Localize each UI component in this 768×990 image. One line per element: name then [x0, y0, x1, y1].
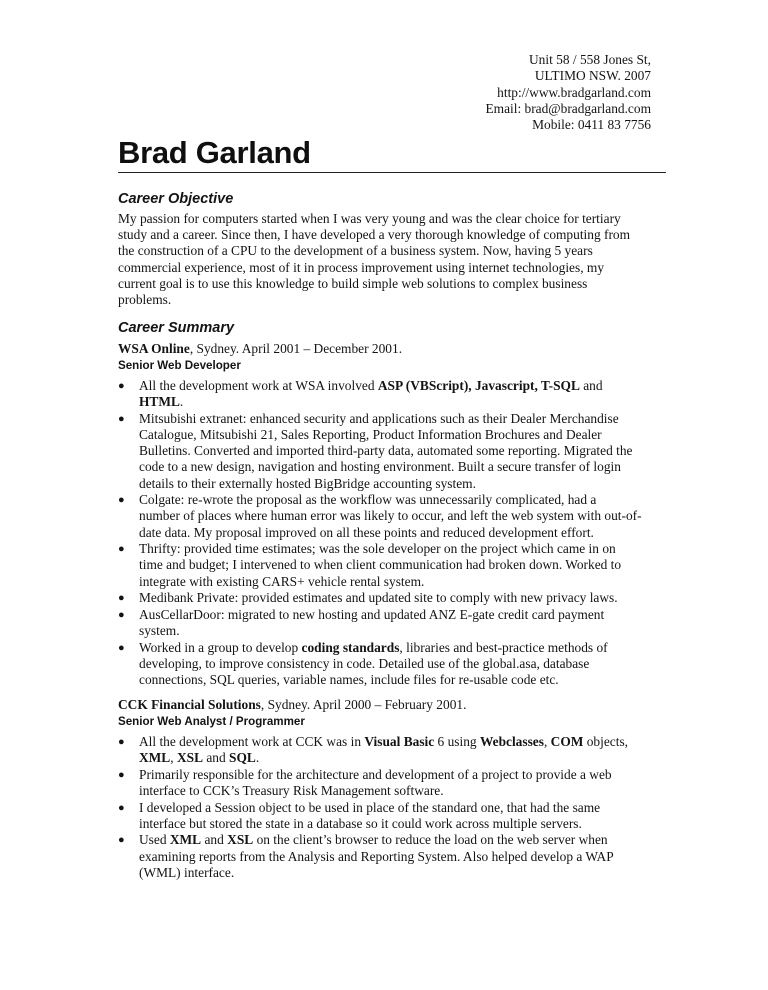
job-company-line — [118, 341, 402, 357]
text-run: Used — [139, 832, 170, 848]
bullet-icon: ● — [118, 768, 125, 781]
text-run: 6 using — [434, 734, 480, 749]
bullet-line — [139, 427, 666, 443]
text-run: interface but stored the state in a database so it could work across multiple servers. — [139, 815, 582, 831]
address-line-1: Unit 58 / 558 Jones St, — [528, 52, 651, 67]
bullet-line — [139, 865, 666, 881]
job-details: , Sydney. April 2001 – December 2001. — [189, 341, 403, 356]
objective-line: problems. — [118, 292, 172, 308]
bullet-line — [139, 492, 666, 508]
text-run: Primarily responsible for the architecture and development of a project to provide a web — [139, 766, 612, 782]
bullet-icon: ● — [118, 801, 125, 814]
bullet-line — [139, 672, 666, 688]
job-role: Senior Web Developer — [118, 359, 241, 372]
list-item — [118, 607, 666, 639]
contact-block — [485, 52, 651, 133]
bullet-line — [139, 378, 666, 394]
company-name: CCK Financial Solutions — [118, 697, 261, 712]
bold-text: ASP (VBScript), Javascript, T-SQL — [377, 378, 580, 393]
bullet-icon: ● — [118, 608, 125, 621]
text-run: on the client’s browser to reduce the load on the web server when — [253, 832, 608, 848]
text-run: Worked in a group to develop — [139, 639, 302, 655]
text-run: I developed a Session object to be used in place of the standard one, that had the same — [139, 799, 601, 815]
objective-line: commercial experience, most of it in process improvement using internet technologies, my — [118, 259, 605, 275]
bullet-line — [139, 574, 666, 590]
text-run: code to a new design, navigation and hosting environment. Built a secure transfer of login — [139, 459, 621, 475]
bold-text: Visual Basic — [364, 734, 435, 749]
list-item — [118, 800, 666, 832]
text-run: Medibank Private: provided estimates and updated site to comply with new privacy laws. — [139, 590, 618, 606]
company-name: WSA Online — [118, 341, 190, 356]
text-run: (WML) interface. — [139, 864, 235, 880]
text-run: integrate with existing CARS+ vehicle rental system. — [139, 573, 425, 589]
text-run: Bulletins. Converted and imported third-party data, automated some reporting. Migrated the — [139, 443, 633, 459]
text-run: objects, — [583, 734, 629, 749]
bullet-line — [139, 607, 666, 623]
resume-name: Brad Garland — [118, 135, 311, 170]
bullet-line — [139, 800, 666, 816]
bullet-icon: ● — [118, 736, 125, 748]
text-run: AusCellarDoor: migrated to new hosting and updated ANZ E-gate credit card payment — [139, 606, 605, 622]
bullet-icon: ● — [118, 543, 125, 556]
bullet-icon: ● — [118, 380, 125, 392]
job-role: Senior Web Analyst / Programmer — [118, 715, 305, 728]
list-item — [118, 590, 666, 606]
email-link[interactable]: Email: brad@bradgarland.com — [485, 100, 651, 116]
bullet-icon: ● — [118, 641, 125, 654]
bullet-line — [139, 459, 666, 475]
job-details: , Sydney. April 2000 – February 2001. — [260, 697, 467, 712]
text-run: . — [179, 394, 184, 410]
bullet-line — [139, 394, 666, 410]
bullet-line — [139, 734, 666, 750]
list-item — [118, 640, 666, 689]
bullet-line — [139, 750, 666, 766]
bold-text: XML — [169, 832, 202, 848]
text-run: All the development work at CCK was in — [139, 734, 365, 749]
bold-text: XSL — [227, 832, 254, 848]
job-bullets — [118, 734, 666, 881]
bold-text: XML — [139, 750, 171, 766]
list-item — [118, 378, 666, 410]
text-run: developing, to improve consistency in code. Detailed use of the global.asa, database — [139, 655, 590, 671]
bullet-line — [139, 590, 666, 606]
career-objective-heading: Career Objective — [118, 191, 234, 207]
text-run: , — [543, 734, 551, 749]
bullet-line — [139, 816, 666, 832]
bullet-icon: ● — [118, 834, 125, 847]
text-run: connections, SQL queries, variable names, include files for re-usable code etc. — [139, 672, 559, 687]
text-run: number of places where human error was likely to occur, and left the web system with out-of- — [139, 508, 642, 524]
name-divider — [118, 172, 666, 173]
bullet-line — [139, 656, 666, 672]
text-run: system. — [139, 623, 180, 638]
list-item — [118, 734, 666, 766]
text-run: details to their externally hosted BigBridge accounting system. — [139, 475, 476, 491]
job-company-line — [118, 697, 466, 713]
bullet-line — [139, 525, 666, 541]
bullet-icon: ● — [118, 412, 125, 425]
list-item — [118, 832, 666, 881]
list-item — [118, 541, 666, 590]
bullet-line — [139, 411, 666, 427]
bullet-line — [139, 849, 666, 865]
bold-text: SQL — [229, 750, 256, 766]
objective-line: My passion for computers started when I was very young and was the clear choice for tertiary — [118, 211, 621, 226]
website-link[interactable]: http://www.bradgarland.com — [497, 84, 651, 100]
list-item — [118, 767, 666, 799]
mobile-number: Mobile: 0411 83 7756 — [532, 117, 651, 133]
bullet-line — [139, 640, 666, 656]
objective-line: study and a career. Since then, I have developed a very thorough knowledge of computing from — [118, 227, 631, 243]
bullet-line — [139, 783, 666, 799]
text-run: and — [203, 750, 230, 766]
bullet-line — [139, 623, 666, 639]
bullet-line — [139, 476, 666, 492]
text-run: , — [170, 750, 177, 766]
text-run: and — [201, 832, 228, 848]
text-run: . — [255, 750, 260, 766]
bold-text: coding standards — [301, 639, 400, 655]
bullet-icon: ● — [118, 592, 125, 605]
objective-line: current goal is to use this knowledge to build simple web solutions to complex business — [118, 275, 588, 291]
text-run: examining reports from the Analysis and Reporting System. Also helped develop a WAP — [139, 848, 614, 864]
text-run: Mitsubishi extranet: enhanced security and applications such as their Dealer Merchandise — [139, 410, 619, 426]
bullet-line — [139, 767, 666, 783]
bold-text: XSL — [176, 750, 204, 766]
text-run: date data. My proposal improved on all these points and reduced development effort. — [139, 524, 594, 540]
bullet-line — [139, 508, 666, 524]
bullet-icon: ● — [118, 494, 125, 507]
bullet-line — [139, 443, 666, 459]
text-run: and — [579, 378, 603, 393]
bold-text: COM — [550, 734, 584, 749]
career-objective-text — [118, 211, 668, 308]
career-summary-heading: Career Summary — [118, 320, 235, 336]
bold-text: HTML — [139, 394, 180, 410]
text-run: Catalogue, Mitsubishi 21, Sales Reporting, Product Information Brochures and Dealer — [139, 427, 602, 442]
text-run: , libraries and best-practice methods of — [399, 639, 608, 655]
objective-line: the construction of a CPU to the development of a business system. Now, having 5 years — [118, 243, 593, 259]
job-bullets — [118, 378, 666, 689]
bullet-line — [139, 557, 666, 573]
text-run: interface to CCK’s Treasury Risk Management software. — [139, 783, 444, 798]
bullet-line — [139, 832, 666, 848]
list-item — [118, 411, 666, 492]
bullet-line — [139, 541, 666, 557]
text-run: Colgate: re-wrote the proposal as the workflow was unnecessarily complicated, had a — [139, 492, 597, 508]
list-item — [118, 492, 666, 541]
text-run: Thrifty: provided time estimates; was the sole developer on the project which came in on — [139, 541, 616, 557]
address-line-2: ULTIMO NSW. 2007 — [534, 68, 651, 84]
text-run: All the development work at WSA involved — [139, 378, 378, 393]
text-run: time and budget; I intervened to when client communication had broken down. Worked to — [139, 557, 622, 573]
bold-text: Webclasses — [479, 734, 544, 749]
